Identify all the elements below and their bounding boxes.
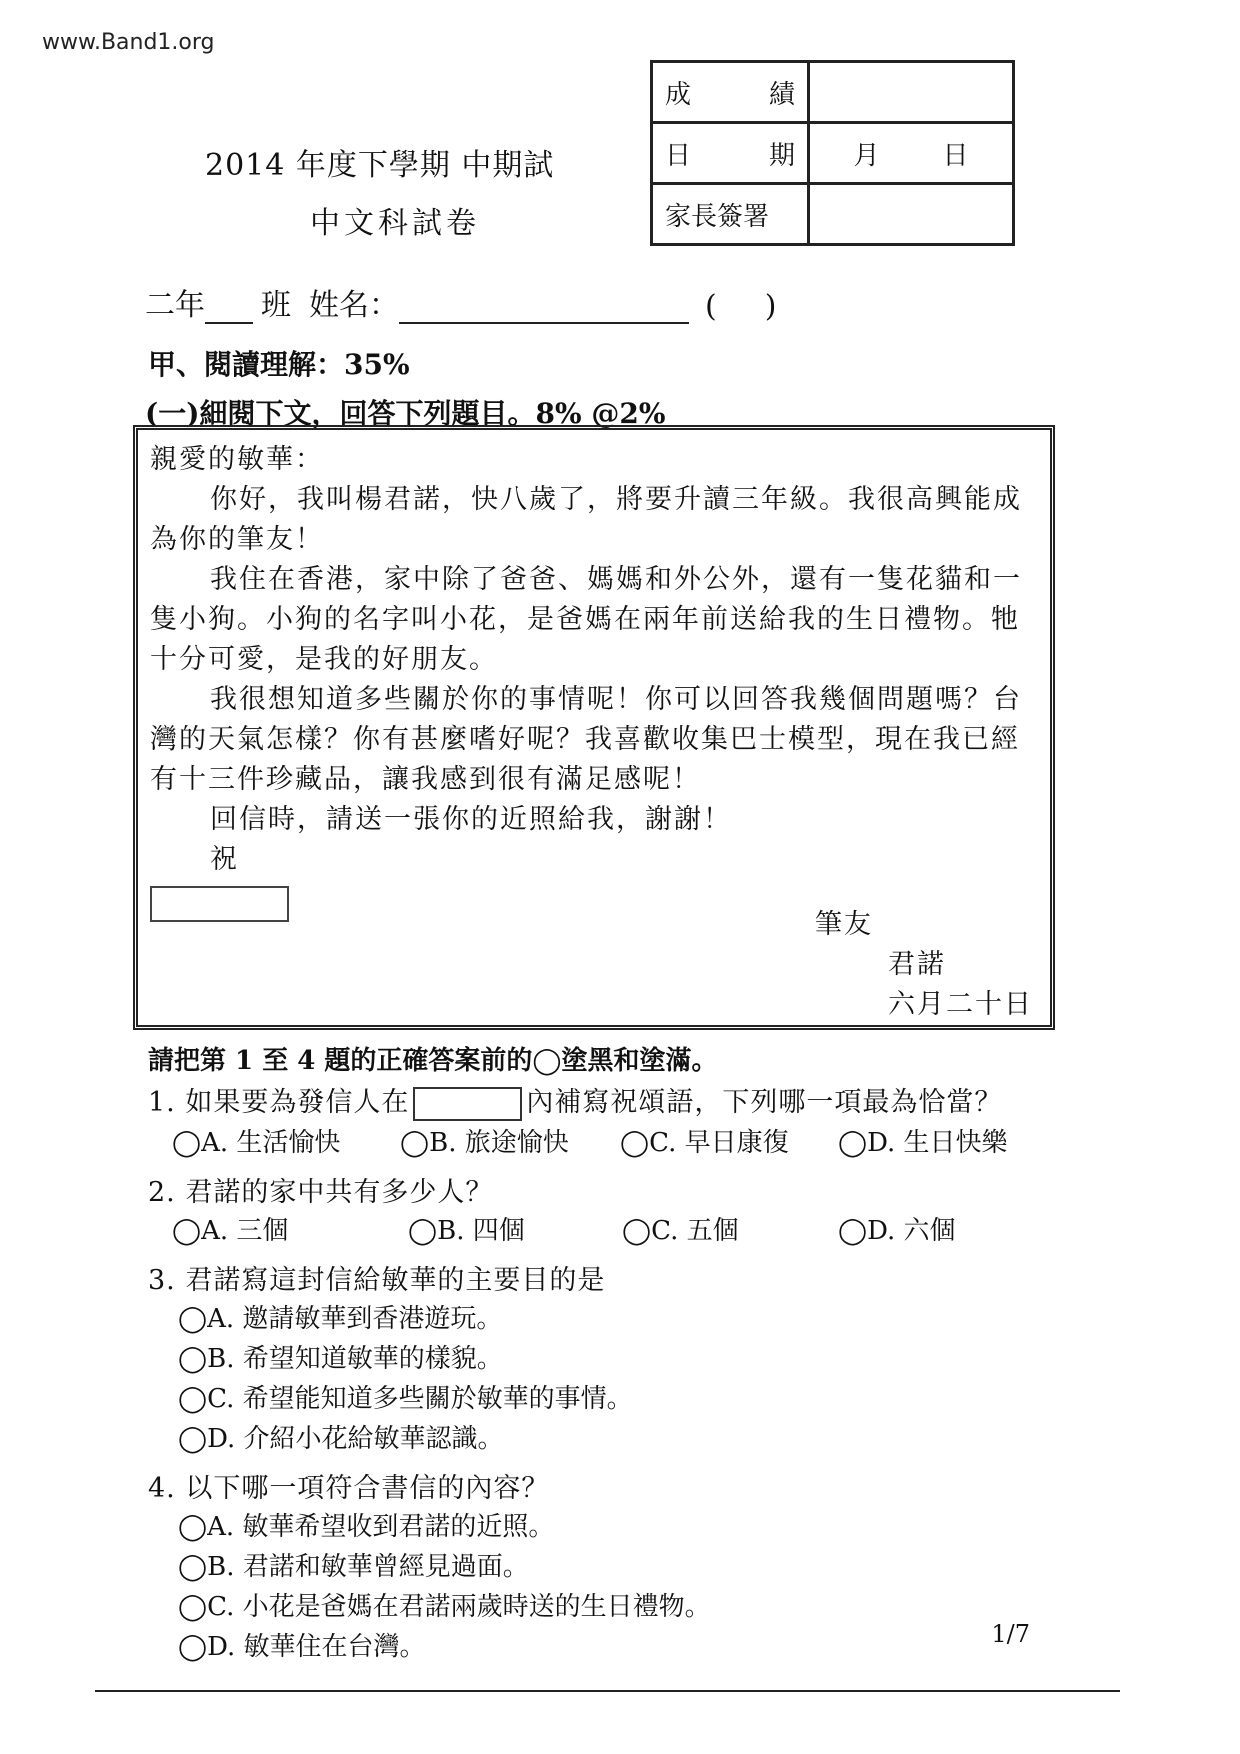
- number-paren-close: ): [764, 289, 777, 324]
- q2-option-d[interactable]: ◯D. 六個: [838, 1216, 956, 1246]
- question-1-stem-post: 內補寫祝頌語，下列哪一項最為恰當？: [526, 1087, 1003, 1118]
- q2-option-a[interactable]: ◯A. 三個: [172, 1216, 289, 1246]
- name-label: 姓名：: [309, 288, 399, 323]
- date-label-cell: [652, 123, 809, 184]
- score-table: [650, 60, 1015, 246]
- question-2-stem: 2. 君諾的家中共有多少人？: [148, 1177, 494, 1208]
- score-label-cell: [652, 62, 809, 123]
- q2-option-c[interactable]: ◯C. 五個: [622, 1216, 739, 1246]
- student-info-line: [145, 280, 776, 324]
- date-label-a: 日: [665, 140, 692, 171]
- q2-option-b[interactable]: ◯B. 四個: [408, 1216, 525, 1246]
- question-1-options: [172, 1122, 1072, 1162]
- q4-option-b[interactable]: ◯B. 君諾和敏華曾經見過面。: [178, 1552, 529, 1582]
- letter-box: [133, 425, 1055, 1030]
- parent-sign-field[interactable]: [809, 184, 1014, 245]
- page-number: 1/7: [991, 1620, 1030, 1648]
- answer-instruction: 請把第 1 至 4 題的正確答案前的◯塗黑和塗滿。: [148, 1046, 718, 1076]
- q1-option-d[interactable]: ◯D. 生日快樂: [838, 1128, 1008, 1158]
- month-label: 月: [853, 140, 880, 171]
- section-a-heading: 甲、閱讀理解：35%: [148, 348, 410, 381]
- number-paren-open: (: [705, 289, 717, 324]
- q3-option-a[interactable]: ◯A. 邀請敏華到香港遊玩。: [178, 1304, 503, 1334]
- class-field[interactable]: [205, 292, 253, 324]
- grade-label: 二年: [145, 288, 205, 323]
- score-field[interactable]: [809, 62, 1014, 123]
- q4-option-a[interactable]: ◯A. 敏華希望收到君諾的近照。: [178, 1512, 555, 1542]
- question-4-stem: 4. 以下哪一項符合書信的內容？: [148, 1473, 550, 1504]
- q1-option-b[interactable]: ◯B. 旅途愉快: [400, 1128, 569, 1158]
- question-1-stem-pre: 1. 如果要為發信人在: [148, 1087, 410, 1118]
- name-field[interactable]: [399, 292, 689, 324]
- q4-option-c[interactable]: ◯C. 小花是爸媽在君諾兩歲時送的生日禮物。: [178, 1592, 711, 1622]
- letter-paragraph-1: 你好，我叫楊君諾，快八歲了，將要升讀三年級。我很高興能成為你的筆友！: [150, 484, 1022, 555]
- q3-option-b[interactable]: ◯B. 希望知道敏華的樣貌。: [178, 1344, 503, 1374]
- question-1-inline-box: [413, 1087, 522, 1121]
- letter-salutation: 親愛的敏華：: [150, 444, 324, 475]
- bottom-rule: [95, 1690, 1120, 1692]
- day-label: 日: [942, 140, 969, 171]
- parent-sign-label: 家長簽署: [652, 184, 809, 245]
- q3-option-d[interactable]: ◯D. 介紹小花給敏華認識。: [178, 1424, 504, 1454]
- question-2-options: [172, 1210, 1072, 1250]
- letter-blessing: 祝: [210, 844, 239, 875]
- signature-role: 筆友: [815, 909, 873, 940]
- q3-option-c[interactable]: ◯C. 希望能知道多些關於敏華的事情。: [178, 1384, 633, 1414]
- q1-option-a[interactable]: ◯A. 生活愉快: [172, 1128, 341, 1158]
- class-label: 班: [261, 288, 291, 323]
- q4-option-d[interactable]: ◯D. 敏華住在台灣。: [178, 1632, 426, 1662]
- exam-title: 2014 年度下學期 中期試: [205, 148, 555, 183]
- watermark-url: www.Band1.org: [42, 30, 215, 55]
- score-label-b: 績: [768, 79, 795, 110]
- letter-paragraph-3: 我很想知道多些關於你的事情呢！你可以回答我幾個問題嗎？台灣的天氣怎樣？你有甚麼嗜好呢？我喜歡收集巴士模型，現在我已經有十三件珍藏品，讓我感到很有滿足感呢！: [150, 684, 1022, 795]
- blessing-answer-box[interactable]: [150, 886, 289, 922]
- question-1-stem: [148, 1080, 1002, 1121]
- letter-paragraph-4: 回信時，請送一張你的近照給我，謝謝！: [210, 804, 732, 835]
- letter-paragraph-2: 我住在香港，家中除了爸爸、媽媽和外公外，還有一隻花貓和一隻小狗。小狗的名字叫小花，是爸媽在兩年前送給我的生日禮物。牠十分可愛，是我的好朋友。: [150, 564, 1022, 675]
- signature-name: 君諾: [888, 949, 946, 980]
- question-3-stem: 3. 君諾寫這封信給敏華的主要目的是: [148, 1265, 606, 1296]
- date-field[interactable]: [809, 123, 1014, 184]
- exam-subject: 中文科試卷: [310, 206, 480, 241]
- section-a1-heading: (一)細閱下文，回答下列題目。8% @2%: [145, 397, 666, 430]
- signature-date: 六月二十日: [888, 989, 1033, 1020]
- q1-option-c[interactable]: ◯C. 早日康復: [620, 1128, 789, 1158]
- date-label-b: 期: [768, 140, 795, 171]
- score-label-a: 成: [665, 79, 692, 110]
